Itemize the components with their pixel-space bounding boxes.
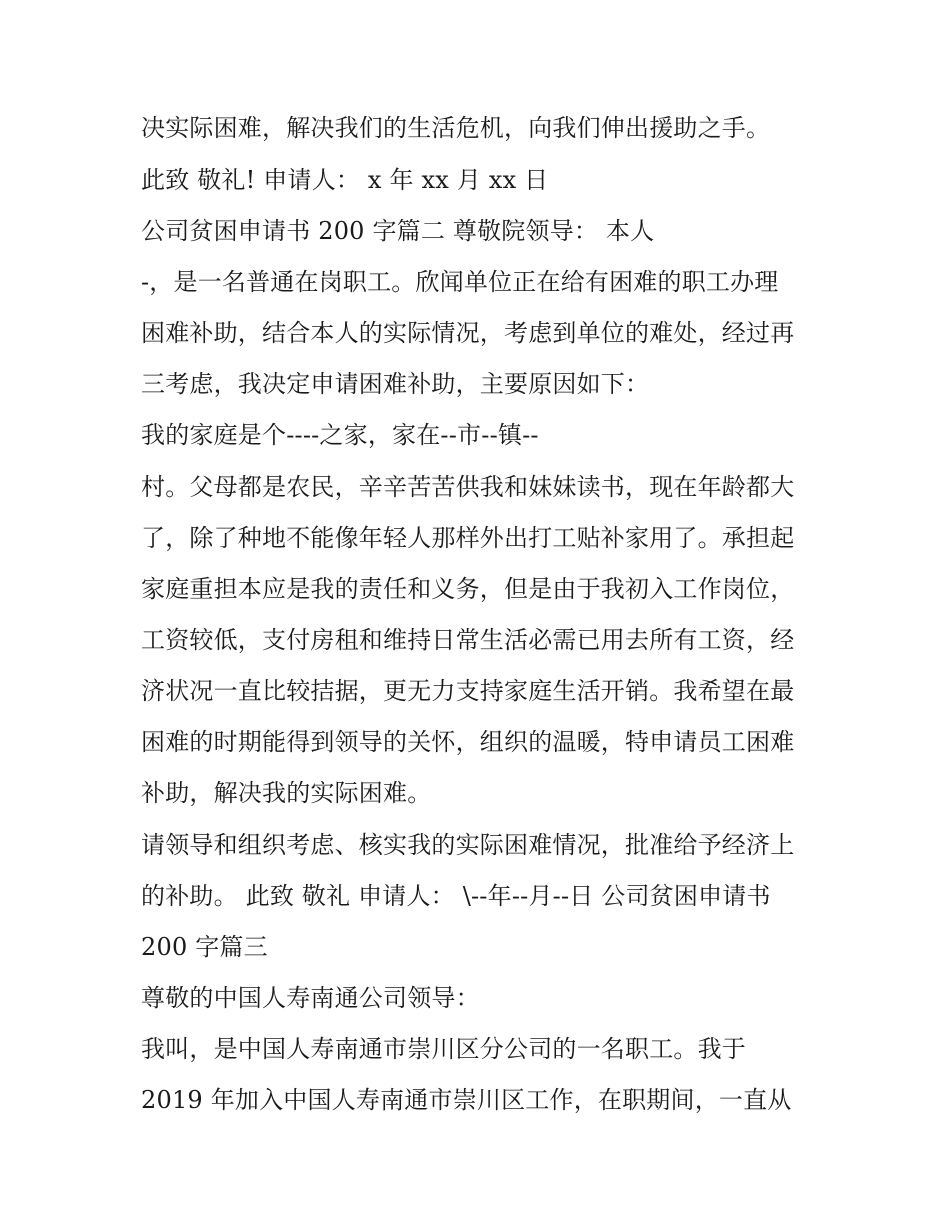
text-line: 2019 年加入中国人寿南通市崇川区工作，在职期间，一直从 [141,1086,792,1114]
text-line: 此致 敬礼! 申请人： x 年 xx 月 xx 日 [141,166,549,194]
text-line: 困难的时期能得到领导的关怀，组织的温暖，特申请员工困难 [141,728,795,756]
text-line: 公司贫困申请书 200 字篇二 尊敬院领导： 本人 [141,217,655,245]
text-line: 我叫，是中国人寿南通市崇川区分公司的一名职工。我于 [141,1035,746,1063]
text-line: 济状况一直比较拮据，更无力支持家庭生活开销。我希望在最 [141,677,795,705]
text-line: 三考虑，我决定申请困难补助，主要原因如下： [141,370,650,398]
text-line: 困难补助，结合本人的实际情况，考虑到单位的难处，经过再 [141,319,795,347]
text-line: 200 字篇三 [141,933,268,961]
text-line: 的补助。 此致 敬礼 申请人： \--年--月--日 公司贫困申请书 [141,882,771,910]
text-line: 村。父母都是农民，辛辛苦苦供我和妹妹读书，现在年龄都大 [141,473,795,501]
text-line: -，是一名普通在岗职工。欣闻单位正在给有困难的职工办理 [141,268,779,296]
text-line: 补助，解决我的实际困难。 [141,779,432,807]
text-line: 我的家庭是个----之家，家在--市--镇-- [141,421,539,449]
text-line: 请领导和组织考虑、核实我的实际困难情况，批准给予经济上 [141,831,795,859]
text-line: 尊敬的中国人寿南通公司领导： [141,984,480,1012]
text-line: 家庭重担本应是我的责任和义务，但是由于我初入工作岗位， [141,575,795,603]
text-line: 工资较低，支付房租和维持日常生活必需已用去所有工资，经 [141,626,795,654]
text-line: 了，除了种地不能像年轻人那样外出打工贴补家用了。承担起 [141,524,795,552]
text-line: 决实际困难，解决我们的生活危机，向我们伸出援助之手。 [141,114,771,142]
